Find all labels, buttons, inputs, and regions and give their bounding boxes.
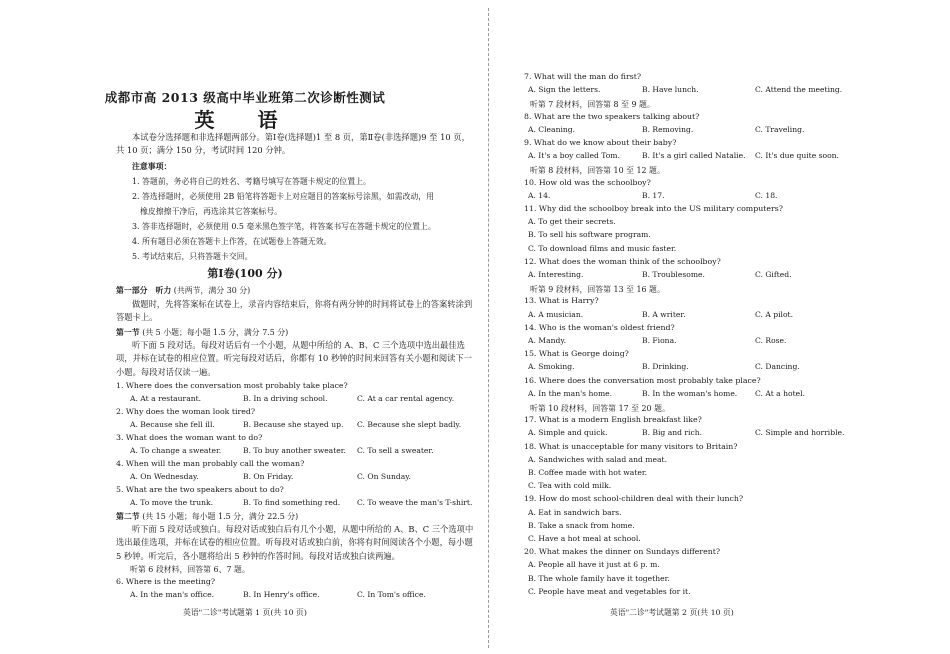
option-a: A. Because she fell ill. [130, 420, 215, 429]
question: 10. How old was the schoolboy? [524, 177, 651, 187]
notice-heading: 注意事项： [132, 162, 172, 171]
option: C. Tea with cold milk. [528, 481, 612, 491]
option-b: B. Fiona. [642, 336, 677, 345]
option-b: B. In Henry's office. [243, 590, 320, 599]
option: A. People all have it just at 6 p. m. [528, 560, 660, 570]
option-a: A. To change a sweater. [130, 446, 222, 455]
option: A. Eat in sandwich bars. [528, 507, 622, 517]
question-4: 4. When will the man probably call the woman? [116, 459, 305, 468]
question: 17. What is a modern English breakfast like? [524, 415, 702, 425]
option: B. The whole family have it together. [528, 573, 670, 583]
option-b: B. A writer. [642, 309, 686, 319]
option-c: C. Attend the meeting. [755, 85, 843, 95]
option-a: A. A musician. [528, 309, 584, 319]
option-c: C. It's due quite soon. [755, 151, 839, 161]
notice-item: 4. 所有题目必须在答题卡上作答，在试题卷上答题无效。 [132, 237, 332, 246]
sec2-heading: 第二节 [116, 512, 140, 521]
option-a: A. Interesting. [528, 270, 584, 279]
option-c: C. Rose. [755, 336, 787, 345]
option-c: C. At a hotel. [755, 388, 805, 398]
option-b: B. Have lunch. [642, 85, 699, 95]
option-a: A. On Wednesday. [130, 472, 199, 481]
option: B. To sell his software program. [528, 230, 651, 240]
question-6: 6. Where is the meeting? [116, 577, 216, 586]
question: 20. What makes the dinner on Sundays different? [524, 547, 721, 557]
option-a: A. In the man's home. [528, 388, 613, 398]
page-2 [490, 0, 950, 654]
option-b: B. To find something red. [243, 498, 341, 507]
subject-title: 英 语 [194, 108, 296, 132]
option-c: C. Gifted. [755, 270, 792, 279]
option-c: C. On Sunday. [357, 472, 411, 481]
listening-note: 听第 6 段材料，回答第 6、7 题。 [130, 565, 250, 574]
option-b: B. In a driving school. [243, 394, 328, 403]
sec1-sub: (共 5 小题；每小题 1.5 分，满分 7.5 分) [142, 328, 289, 337]
question: 8. What are the two speakers talking about? [524, 111, 700, 121]
option: C. To download films and music faster. [528, 243, 677, 253]
option-b: B. To buy another sweater. [243, 446, 346, 455]
option-a: A. Simple and quick. [528, 428, 608, 438]
option-a: A. Sign the letters. [528, 85, 601, 95]
option-c: C. Simple and horrible. [755, 428, 845, 438]
notice-item: 5. 考试结束后，只将答题卡交回。 [132, 252, 253, 261]
listening-note: 听第 7 段材料，回答第 8 至 9 题。 [530, 100, 655, 110]
option-a: A. It's a boy called Tom. [528, 151, 620, 161]
option-c: C. To sell a sweater. [357, 446, 434, 455]
option-c: C. At a car rental agency. [357, 394, 455, 403]
option-a: A. Cleaning. [528, 124, 576, 134]
option-b: B. On Friday. [243, 472, 294, 481]
listening-note: 听第 9 段材料，回答第 13 至 16 题。 [530, 285, 665, 295]
option: A. To get their secrets. [528, 217, 616, 227]
question: 7. What will the man do first? [524, 72, 642, 81]
exam-title: 成都市高 2013 级高中毕业班第二次诊断性测试 [104, 90, 386, 105]
volume-title: 第Ⅰ卷(100 分) [207, 267, 283, 280]
option-c: C. In Tom's office. [357, 590, 426, 599]
option-a: A. At a restaurant. [130, 394, 202, 403]
option-c: C. To weave the man's T-shirt. [357, 498, 473, 507]
sec2-sub: (共 15 小题；每小题 1.5 分，满分 22.5 分) [142, 512, 299, 521]
question: 16. Where does the conversation most probably take place? [524, 375, 761, 385]
option: B. Coffee made with hot water. [528, 468, 648, 477]
option: A. Sandwiches with salad and meat. [528, 454, 667, 464]
option-a: A. 14. [528, 190, 551, 200]
question: 13. What is Harry? [524, 296, 599, 306]
notice-item: 3. 答非选择题时，必须使用 0.5 毫米黑色签字笔，将答案书写在答题卡规定的位置上。 [132, 222, 436, 231]
listening-note: 听第 8 段材料，回答第 10 至 12 题。 [530, 166, 665, 176]
option-b: B. 17. [642, 190, 665, 200]
option: C. Have a hot meal at school. [528, 534, 641, 543]
option-c: C. Because she slept badly. [357, 420, 462, 429]
option-b: B. Big and rich. [642, 428, 703, 438]
page-footer: 英语"二诊"考试题第 1 页(共 10 页) [183, 608, 307, 617]
option: C. People have meat and vegetables for it. [528, 586, 691, 596]
notice-item: 橡皮擦擦干净后，再选涂其它答案标号。 [140, 207, 283, 216]
page-footer: 英语"二诊"考试题第 2 页(共 10 页) [610, 608, 734, 617]
option-b: B. Because she stayed up. [243, 420, 344, 429]
option-c: C. A pilot. [755, 309, 794, 319]
question: 12. What does the woman think of the schoolboy? [524, 256, 721, 266]
part1-sub: (共两节，满分 30 分) [173, 286, 251, 295]
sec1-heading: 第一节 [116, 328, 140, 337]
option-b: B. Troublesome. [642, 270, 705, 279]
sec1-desc: 听下面 5 段对话。每段对话后有一个小题，从题中所给的 A、B、C 三个选项中选出最佳选项，并标在试卷的相应位置。听完每段对话后，你都有 10 秒钟的时间来回答有关小题和阅读下一小题。每段对话仅读一遍。 [116, 340, 473, 377]
listening-note: 听第 10 段材料，回答第 17 至 20 题。 [530, 404, 670, 413]
option-b: B. Drinking. [642, 362, 689, 372]
question: 14. Who is the woman's oldest friend? [524, 322, 675, 332]
sec2-desc: 听下面 5 段对话或独白。每段对话或独白后有几个小题，从题中所给的 A、B、C 三个选项中选出最佳选项，并标在试卷的相应位置。听每段对话或独白前，你将有时间阅读各个小题，每小题 5 秒钟。听完后，各小题将给出 5 秒钟的作答时间。每段对话或独白读两遍。 [116, 524, 474, 561]
option-a: A. To move the trunk. [130, 498, 214, 507]
notice-item: 1. 答题前，务必将自己的姓名、考籍号填写在答题卡规定的位置上。 [132, 177, 371, 186]
option-a: A. In the man's office. [130, 590, 215, 599]
option-b: B. Removing. [642, 124, 694, 134]
part1-heading-line [116, 284, 250, 297]
question-3: 3. What does the woman want to do? [116, 433, 263, 442]
notice-item: 2. 答选择题时，必须使用 2B 铅笔将答题卡上对应题目的答案标号涂黑，如需改动，用 [132, 192, 435, 201]
question: 15. What is George doing? [524, 349, 629, 359]
option-a: A. Mandy. [528, 336, 567, 345]
option-b: B. In the woman's home. [642, 388, 738, 398]
option-c: C. Traveling. [755, 124, 805, 134]
question: 18. What is unacceptable for many visitors to Britain? [524, 441, 738, 451]
question: 11. Why did the schoolboy break into the US military computers? [524, 204, 783, 213]
part1-desc: 做题时，先将答案标在试卷上，录音内容结束后，你将有两分钟的时间将试卷上的答案转涂到答题卡上。 [116, 299, 473, 323]
part1-heading: 第一部分 听力 [116, 286, 172, 295]
question-5: 5. What are the two speakers about to do? [116, 485, 284, 494]
option: B. Take a snack from home. [528, 520, 635, 530]
option-c: C. Dancing. [755, 362, 800, 372]
option-a: A. Smoking. [528, 362, 575, 372]
question-2: 2. Why does the woman look tired? [116, 407, 255, 416]
sec2-heading-line [116, 510, 298, 523]
option-b: B. It's a girl called Natalie. [642, 151, 746, 161]
sec1-heading-line [116, 326, 288, 339]
intro-paragraph: 本试卷分选择题和非选择题两部分。第Ⅰ卷(选择题)1 至 8 页，第Ⅱ卷(非选择题)9 至 10 页，共 10 页；满分 150 分，考试时间 120 分钟。 [116, 132, 470, 156]
question: 19. How do most school-children deal with their lunch? [524, 494, 744, 504]
question: 9. What do we know about their baby? [524, 138, 677, 147]
option-c: C. 18. [755, 190, 778, 200]
question-1: 1. Where does the conversation most probably take place? [116, 381, 348, 390]
